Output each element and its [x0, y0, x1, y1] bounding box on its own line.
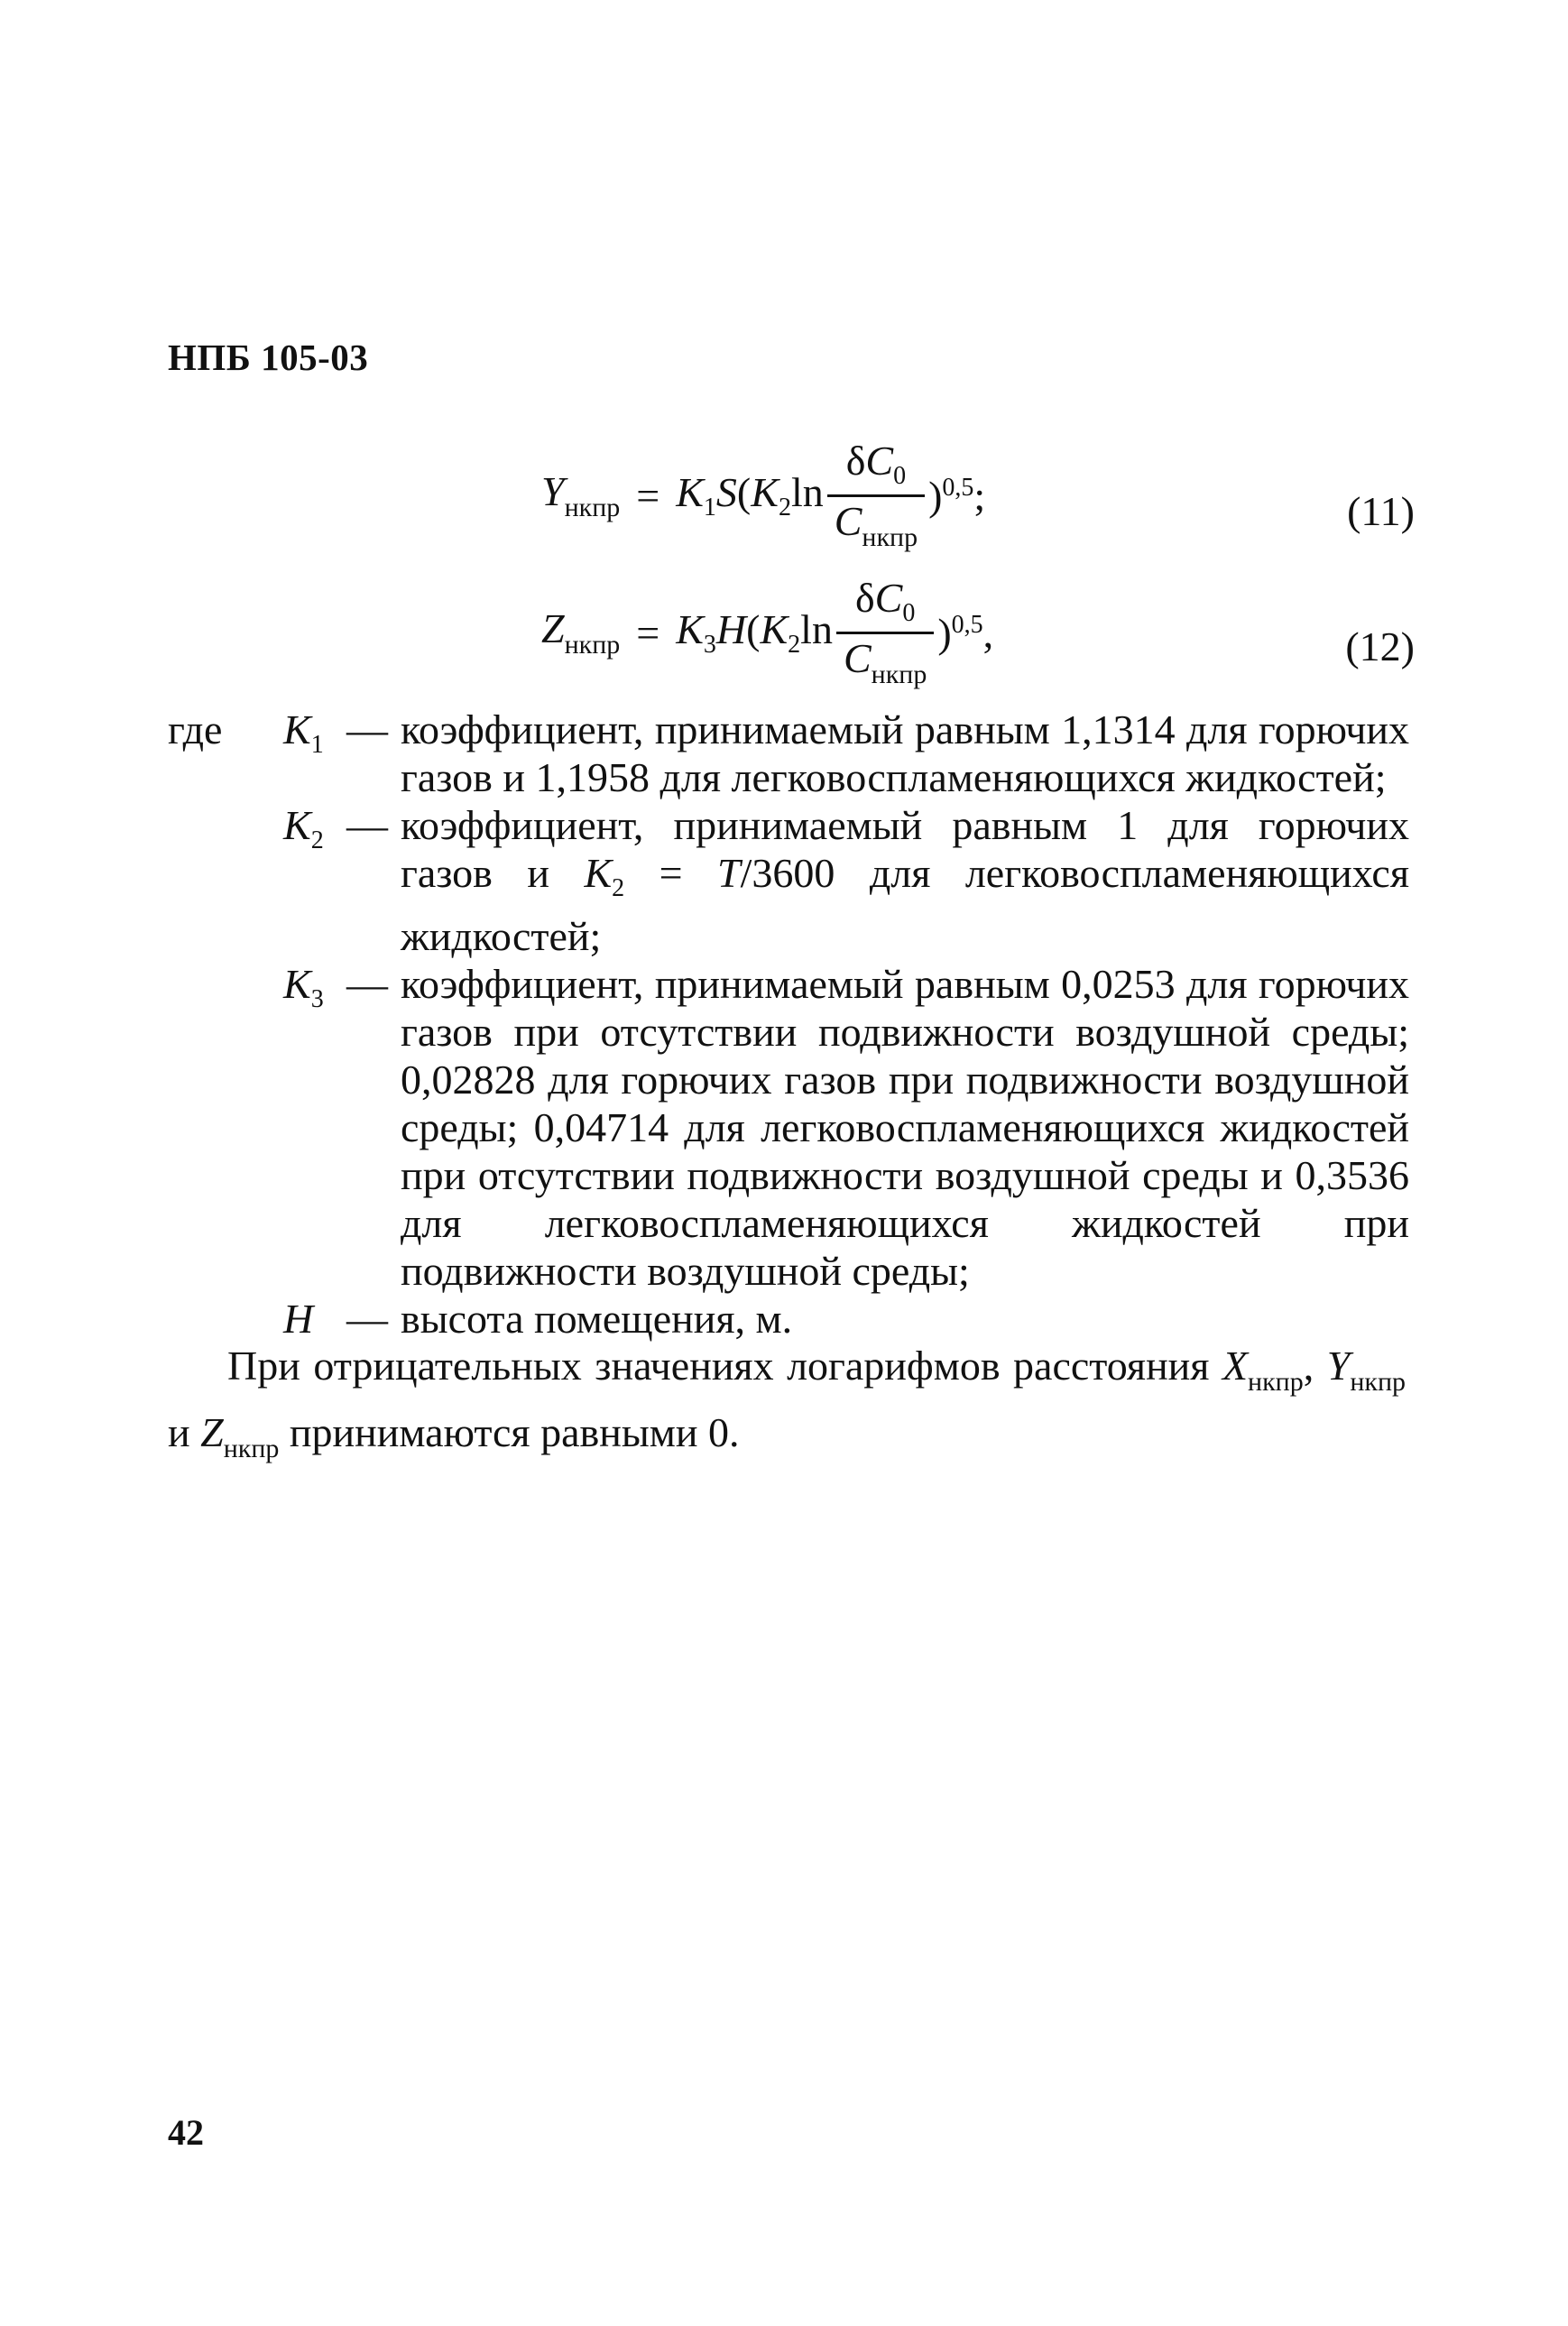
equals-sign: = [636, 609, 660, 656]
page-number: 42 [168, 2112, 204, 2153]
symbol-k1: $K_1$ [283, 706, 324, 759]
formula-12-rhs: $K_3H(K_2\ln$ [676, 605, 833, 659]
formula-12 [541, 577, 993, 688]
definition-k3 [168, 960, 1431, 1295]
definition-text: коэффициент, принимаемый равным 0,0253 для горючих газов при отсутствии подвижности воздушной среды; 0,02828 для горючих газов при подвижности воздушной среды; 0,04714 для легковоспламеняющихся жидкостей при отсутствии подвижности воздушной среды и 0,3536 для легковоспламеняющихся жидкостей при подвижности воздушной среды; [401, 961, 1409, 1294]
fraction-denominator: $C_{нкпр}$ [827, 494, 925, 551]
fraction-denominator: $C_{нкпр}$ [836, 632, 934, 688]
equation-number-11: (11) [1347, 488, 1415, 534]
formula-11-rhs: $K_1S(K_2\ln$ [676, 468, 824, 522]
definition-k1 [168, 706, 1431, 801]
fraction-numerator: $\delta C_0$ [845, 438, 907, 490]
definition-text: высота помещения, м. [401, 1296, 793, 1342]
where-label: где [168, 706, 223, 752]
symbol-k3: $K_3$ [283, 961, 324, 1013]
equation-number-12: (12) [1345, 623, 1415, 669]
document-header: НПБ 105-03 [168, 337, 369, 378]
dash: — [346, 802, 388, 848]
definition-text: коэффициент, принимаемый равным 1 для горючих газов и $K_2 = T/3600$ для легковоспламеняющихся жидкостей; [401, 802, 1409, 959]
dash: — [346, 961, 388, 1007]
formula-12-lhs: $Z_{нкпр}$ [541, 605, 621, 660]
formula-11-tail: )$^{0,5}$; [928, 472, 986, 519]
formula-11 [541, 440, 985, 551]
fraction-numerator: $\delta C_0$ [854, 575, 916, 627]
formula-12-fraction [836, 577, 934, 688]
equals-sign: = [636, 472, 660, 519]
formula-11-lhs: $Y_{нкпр}$ [541, 467, 621, 522]
formula-12-tail: )$^{0,5}$, [937, 609, 994, 656]
symbol-h: H [283, 1296, 314, 1342]
formula-11-fraction [827, 440, 925, 551]
definitions-list [168, 706, 1431, 1343]
dash: — [346, 1296, 388, 1342]
definition-k2 [168, 801, 1431, 960]
definition-h [168, 1295, 1431, 1343]
definition-text: коэффициент, принимаемый равным 1,1314 для горючих газов и 1,1958 для легковоспламеняющихся жидкостей; [401, 706, 1409, 800]
symbol-k2: $K_2$ [283, 802, 324, 854]
closing-paragraph: При отрицательных значениях логарифмов расстояния $X_{нкпр}$, $Y_{нкпр}$ и $Z_{нкпр}$ принимаются равными 0. [168, 1343, 1406, 1463]
dash: — [346, 706, 388, 752]
